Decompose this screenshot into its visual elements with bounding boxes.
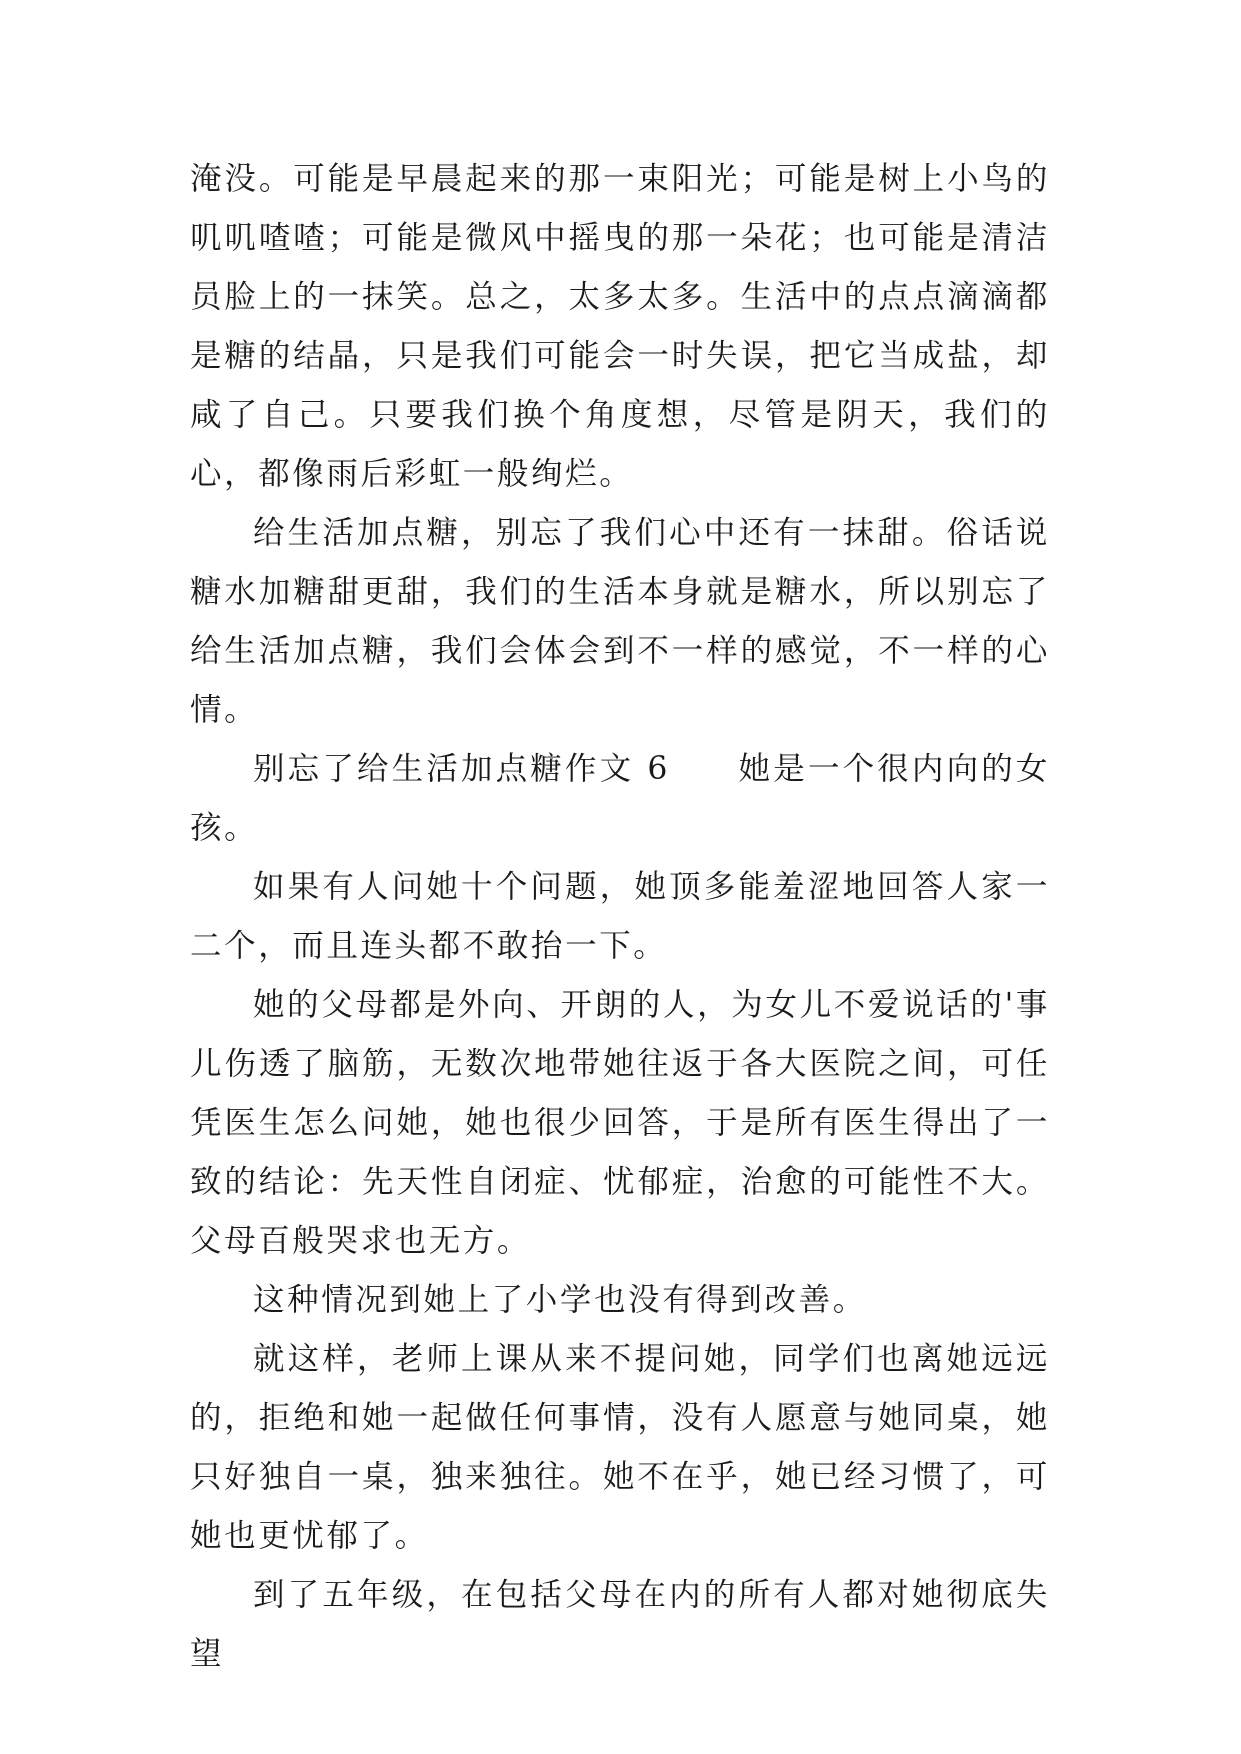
essay-heading-line [190,740,1050,858]
paragraph-fifth-grade: 到了五年级，在包括父母在内的所有人都对她彻底失望 [190,1577,1050,1672]
paragraph-parents: 她的父母都是外向、开朗的人，为女儿不爱说话的'事儿伤透了脑筋，无数次地带她往返于各大医院之间，可任凭医生怎么问她，她也很少回答，于是所有医生得出了一致的结论：先天性自闭症、忧郁症，治愈的可能性不大。父母百般哭求也无方。 [190,987,1050,1259]
paragraph-classmates: 就这样，老师上课从来不提问她，同学们也离她远远的，拒绝和她一起做任何事情，没有人愿意与她同桌，她只好独自一桌，独来独往。她不在乎，她已经习惯了，可她也更忧郁了。 [190,1341,1050,1554]
paragraph-ten-questions: 如果有人问她十个问题，她顶多能羞涩地回答人家一二个，而且连头都不敢抬一下。 [190,869,1050,964]
paragraph-continuation: 淹没。可能是早晨起来的那一束阳光；可能是树上小鸟的叽叽喳喳；可能是微风中摇曳的那一朵花；也可能是清洁员脸上的一抹笑。总之，太多太多。生活中的点点滴滴都是糖的结晶，只是我们可能会一时失误，把它当成盐，却咸了自己。只要我们换个角度想，尽管是阴天，我们的心，都像雨后彩虹一般绚烂。 [190,161,1050,492]
paragraph-primary-school: 这种情况到她上了小学也没有得到改善。 [253,1282,867,1318]
essay-title: 别忘了给生活加点糖作文 6 [253,751,671,787]
paragraph-sugar-life: 给生活加点糖，别忘了我们心中还有一抹甜。俗话说糖水加糖甜更甜，我们的生活本身就是糖水，所以别忘了给生活加点糖，我们会体会到不一样的感觉，不一样的心情。 [190,515,1050,728]
essay-first-sentence: 她是一个很内向的女孩。 [190,751,1050,846]
document-page [190,150,1050,1684]
